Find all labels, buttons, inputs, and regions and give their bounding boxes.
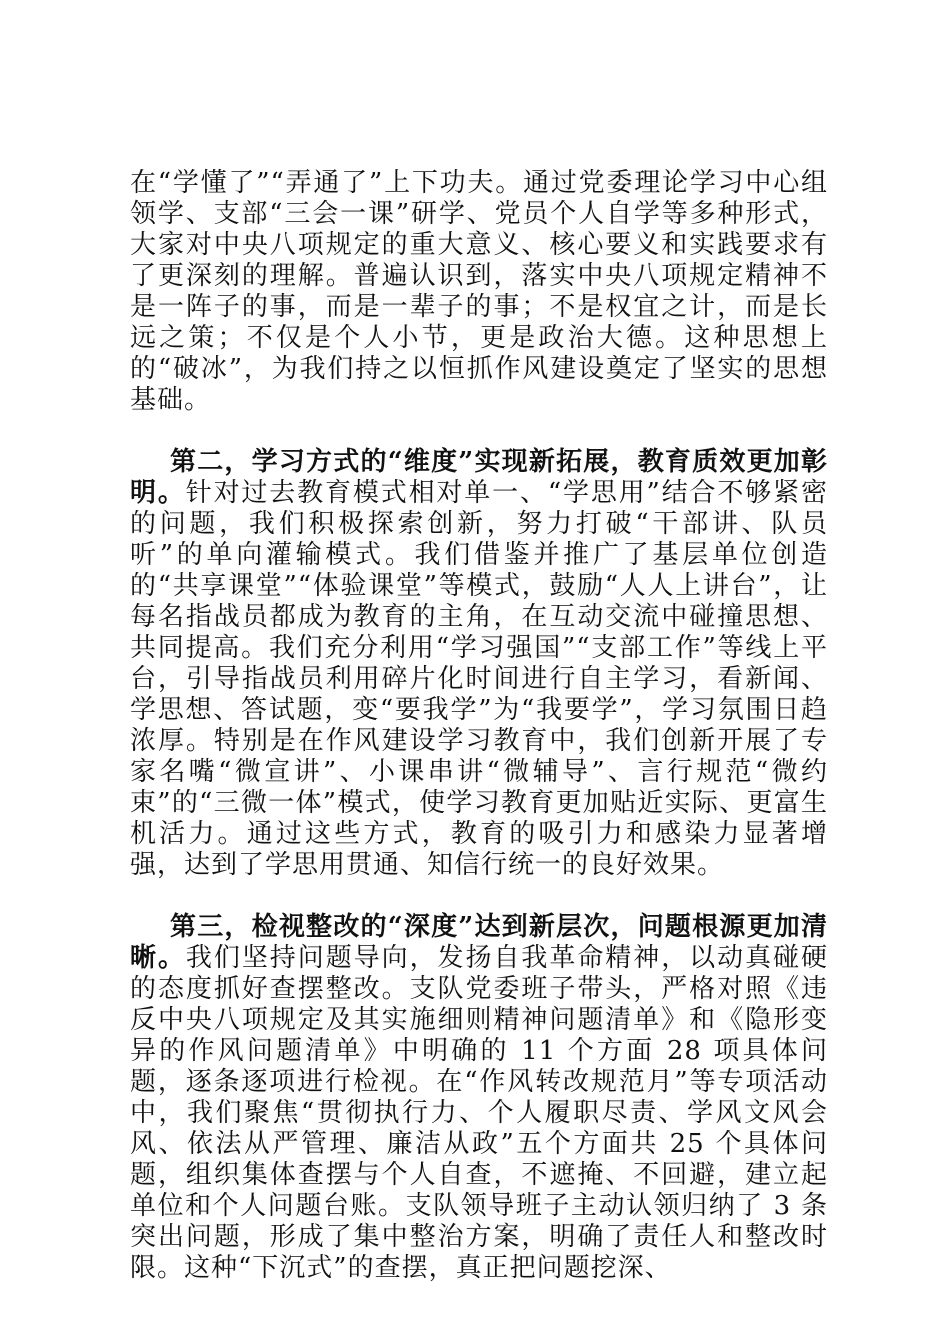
paragraph-2-text: 针对过去教育模式相对单一、“学思用”结合不够紧密的问题，我们积极探索创新，努力打破“干部讲、队员听”的单向灌输模式。我们借鉴并推广了基层单位创造的“共享课堂”“体验课堂”等模式，鼓励“人人上讲台”，让每名指战员都成为教育的主角，在互动交流中碰撞思想、共同提高。我们充分利用“学习强国”“支部工作”等线上平台，引导指战员利用碎片化时间进行自主学习，看新闻、学思想、答试题，变“要我学”为“我要学”，学习氛围日趋浓厚。特别是在作风建设学习教育中，我们创新开展了专家名嘴“微宣讲”、小课串讲“微辅导”、言行规范“微约束”的“三微一体”模式，使学习教育更加贴近实际、更富生机活力。通过这些方式，教育的吸引力和感染力显著增强，达到了学思用贯通、知信行统一的良好效果。 [130,478,828,880]
document-page [130,168,828,1284]
paragraph-3 [130,912,828,1284]
paragraph-3-text: 我们坚持问题导向，发扬自我革命精神，以动真碰硬的态度抓好查摆整改。支队党委班子带头，严格对照《违反中央八项规定及其实施细则精神问题清单》和《隐形变异的作风问题清单》中明确的 11 个方面 28 项具体问题，逐条逐项进行检视。在“作风转改规范月”等专项活动中，我们聚焦“贯彻执行力、个人履职尽责、学风文风会风、依法从严管理、廉洁从政”五个方面共 25 个具体问题，组织集体查摆与个人自查，不遮掩、不回避，建立起单位和个人问题台账。支队领导班子主动认领归纳了 3 条突出问题，形成了集中整治方案，明确了责任人和整改时限。这种“下沉式”的查摆，真正把问题挖深、 [130,943,828,1283]
paragraph-3-heading: 第三，检视整改的“深度”达到新层次，问题根源更加清晰。 [130,912,828,973]
paragraph-1-text: 在“学懂了”“弄通了”上下功夫。通过党委理论学习中心组领学、支部“三会一课”研学、党员个人自学等多种形式，大家对中央八项规定的重大意义、核心要义和实践要求有了更深刻的理解。普遍认识到，落实中央八项规定精神不是一阵子的事，而是一辈子的事；不是权宜之计，而是长远之策；不仅是个人小节，更是政治大德。这种思想上的“破冰”，为我们持之以恒抓作风建设奠定了坚实的思想基础。 [130,168,828,415]
paragraph-1 [130,168,828,416]
paragraph-2-heading: 第二，学习方式的“维度”实现新拓展，教育质效更加彰明。 [130,447,828,508]
paragraph-2 [130,447,828,881]
